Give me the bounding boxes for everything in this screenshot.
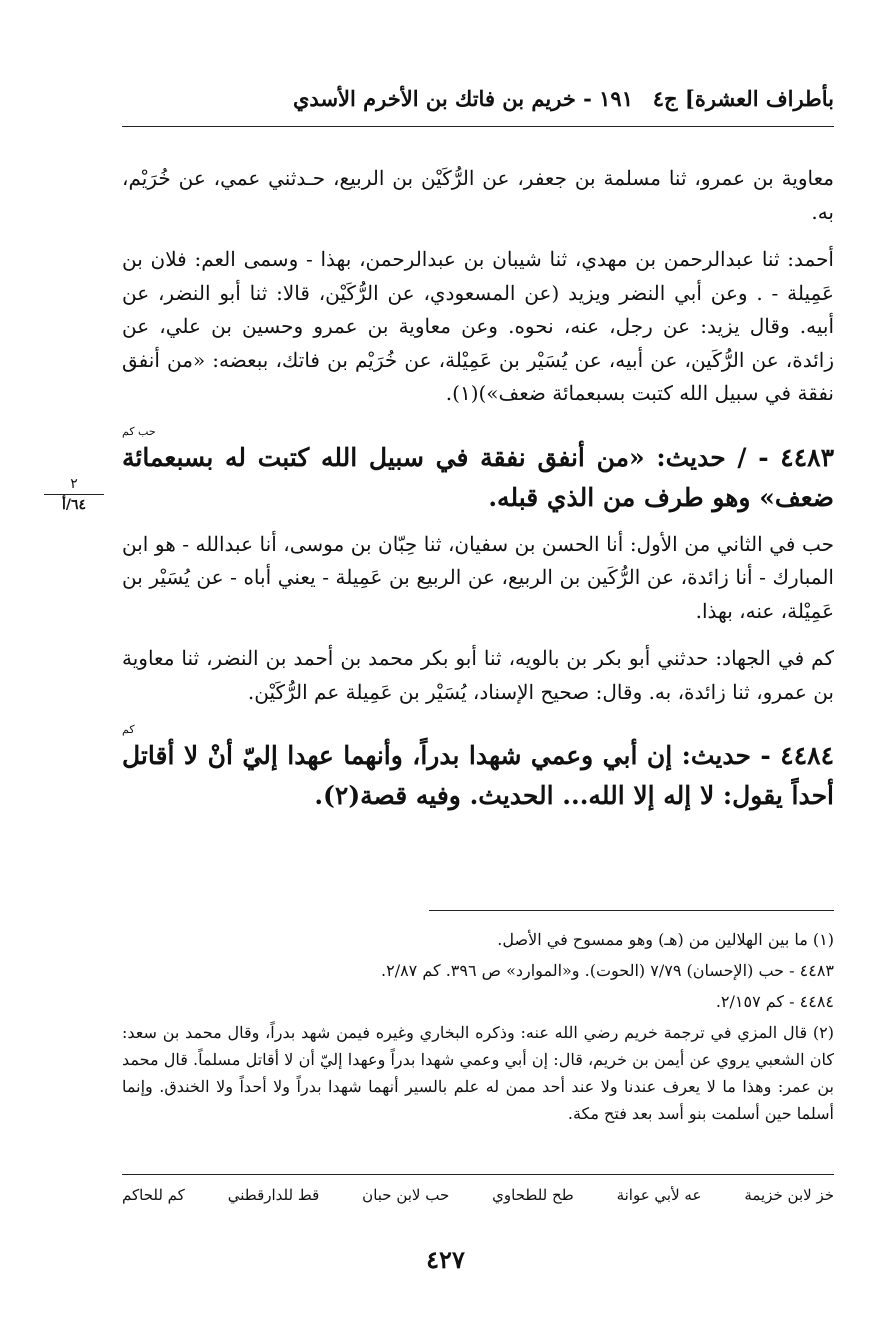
source-symbols: حب كم <box>122 424 156 438</box>
footnote: ٤٤٨٣ - حب (الإحسان) ٧/٧٩ (الحوت). و«الموارد» ص ٣٩٦. كم ٢/٨٧. <box>381 961 834 980</box>
header-book-title: بأطراف العشرة] ج٤ <box>652 86 834 111</box>
abbreviation-item: خز لابن خزيمة <box>744 1186 834 1204</box>
abbreviations-key <box>122 1186 834 1204</box>
footnote-divider <box>429 910 834 911</box>
page-number: ٤٢٧ <box>426 1245 465 1274</box>
paragraph: أحمد: ثنا عبدالرحمن بن مهدي، ثنا شيبان بن عبدالرحمن، بهذا - وسمى العم: فلان بن عَمِيلة - . وعن أبي النضر ويزيد (عن المسعودي، عن الرُّكَيْن، قالا: ثنا أبو النضر، عن أبيه. وقال يزيد: عن رجل، عنه، نحوه. وعن معاوية بن عمرو وحسين بن علي، عن زائدة، عن الرُّكَين، عن أبيه، عن يُسَيْر بن عَمِيْلة، عن خُرَيْم بن فاتك، ببعضه: «من أنفق نفقة في سبيل الله كتبت بسبعمائة ضعف»)(١). <box>122 247 834 405</box>
footnote: (١) ما بين الهلالين من (هـ) وهو ممسوح في الأصل. <box>497 930 834 949</box>
hadith-entry-4484 <box>122 723 834 816</box>
main-text <box>122 162 834 826</box>
abbreviation-item: طح للطحاوي <box>492 1186 574 1204</box>
abbreviation-item: قط للدارقطني <box>227 1186 320 1204</box>
source-symbols: كم <box>122 723 135 736</box>
abbreviations-divider <box>122 1174 834 1175</box>
abbreviation-item: عه لأبي عوانة <box>616 1186 702 1204</box>
paragraph: حب في الثاني من الأول: أنا الحسن بن سفيان، ثنا حِبّان بن موسى، أنا عبدالله - هو ابن المبارك - أنا زائدة، عن الرُّكَين بن الربيع، عن الربيع بن عَمِيلة - يعني أباه - عن يُسَيْر بن عَمِيْلة، عنه، بهذا. <box>122 531 834 623</box>
running-header <box>122 82 834 122</box>
abbreviation-item: حب لابن حبان <box>362 1186 450 1204</box>
footnote: (٢) قال المزي في ترجمة خريم رضي الله عنه: وذكره البخاري وغيره فيمن شهد بدراً، وقال محمد بن سعد: كان الشعبي يروي عن أيمن بن خريم، قال: إن أبي وعمي شهدا بدراً وعهدا إليّ أن لا أقاتل مسلماً. قال محمد بن عمر: وهذا ما لا يعرف عندنا ولا عند أحد ممن له علم بالسير أنهما شهدا بدراً ولا أحداً ولا الخندق. وإنما أسلما حين أسلمت بنو أسد بعد فتح مكة. <box>122 1023 835 1123</box>
margin-note-number: ٢ <box>44 476 104 495</box>
paragraph: معاوية بن عمرو، ثنا مسلمة بن جعفر، عن الرُّكَيْن بن الربيع، حـدثني عمي، عن خُرَيْم، به. <box>122 166 834 224</box>
abbreviation-item: كم للحاكم <box>122 1186 185 1204</box>
header-chapter-title: ١٩١ - خريم بن فاتك بن الأخرم الأسدي <box>292 86 633 111</box>
hadith-entry-4483 <box>122 425 834 518</box>
entry-text: ٤٤٨٤ - حديث: إن أبي وعمي شهدا بدراً، وأنهما عهدا إليّ أنْ لا أقاتل أحداً يقول: لا إله إلا الله... الحديث. وفيه قصة(٢). <box>122 741 834 810</box>
paragraph: كم في الجهاد: حدثني أبو بكر بن بالويه، ثنا أبو بكر محمد بن أحمد بن النضر، ثنا معاوية بن عمرو، ثنا زائدة، به. وقال: صحيح الإسناد، يُسَيْر بن عَمِيلة عم الرُّكَيْن. <box>122 646 835 704</box>
margin-note-folio: ٦٤/أ <box>61 497 87 513</box>
margin-folio-note <box>44 476 104 513</box>
footnotes <box>122 926 834 1131</box>
header-divider <box>122 126 834 127</box>
footnote: ٤٤٨٤ - كم ٢/١٥٧. <box>715 992 834 1011</box>
entry-text: ٤٤٨٣ - / حديث: «من أنفق نفقة في سبيل الله كتبت له بسبعمائة ضعف» وهو طرف من الذي قبله. <box>122 442 834 512</box>
